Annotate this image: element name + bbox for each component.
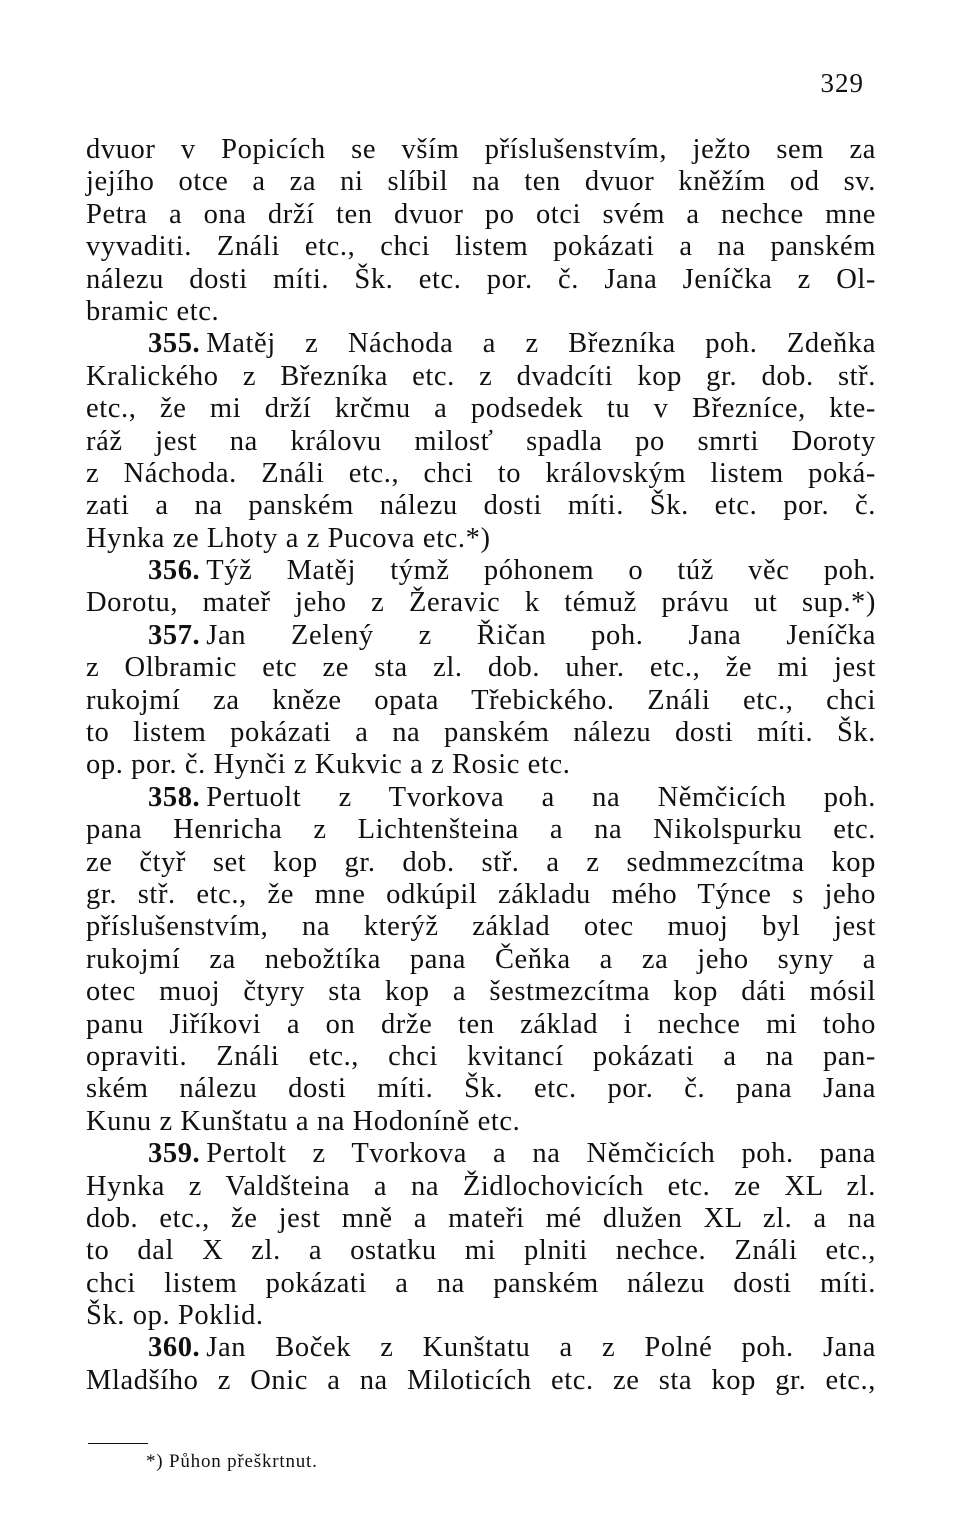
- page-number: 329: [820, 68, 864, 98]
- entry-356-first-line: [86, 555, 876, 587]
- entry-number: 358.: [148, 781, 201, 813]
- text-line: jejího otce a za ni slíbil na ten dvuor kněžím od sv.: [86, 166, 876, 198]
- entry-number: 359.: [148, 1138, 201, 1170]
- text-line: Dorotu, mateř jeho z Žeravic k témuž právu ut sup.*): [86, 587, 876, 619]
- entry-number: 356.: [148, 555, 201, 587]
- text-line: ském nálezu dosti míti. Šk. etc. por. č. pana Jana: [86, 1073, 876, 1105]
- text-line: opraviti. Ználi etc., chci kvitancí pokázati a na pan-: [86, 1040, 876, 1072]
- entry-text: Jan Zelený z Řičan poh. Jana Jeníčka: [206, 619, 876, 651]
- text-line: Mladšího z Onic a na Miloticích etc. ze sta kop gr. etc.,: [86, 1364, 876, 1396]
- text-line: bramic etc.: [86, 295, 220, 327]
- text-line: otec muoj čtyry sta kop a šestmezcítma kop dáti mósil: [86, 976, 876, 1008]
- text-line: příslušenstvím, na kterýž základ otec muoj byl jest: [86, 911, 876, 943]
- entry-text: Pertuolt z Tvorkova a na Němčicích poh.: [206, 781, 876, 813]
- text-line: Šk. op. Poklid.: [86, 1300, 264, 1332]
- entry-number: 360.: [148, 1332, 201, 1364]
- entry-text: Matěj z Náchoda a z Březníka poh. Zdeňka: [206, 328, 876, 360]
- entry-355-first-line: [86, 328, 876, 360]
- text-line: op. por. č. Hynči z Kukvic a z Rosic etc.: [86, 749, 571, 781]
- text-line: pana Henricha z Lichtenšteina a na Nikolspurku etc.: [86, 814, 876, 846]
- text-line: nálezu dosti míti. Šk. etc. por. č. Jana Jeníčka z Ol-: [86, 263, 876, 295]
- footnote-divider: [88, 1443, 148, 1444]
- text-line: Hynka ze Lhoty a z Pucova etc.*): [86, 522, 491, 554]
- text-line: z Náchoda. Ználi etc., chci to královským listem poká-: [86, 457, 876, 489]
- text-line: Kralického z Březníka etc. z dvadcíti kop gr. dob. stř.: [86, 360, 876, 392]
- text-line: rukojmí za nebožtíka pana Čeňka a za jeho syny a: [86, 943, 876, 975]
- entry-text: Jan Boček z Kunštatu a z Polné poh. Jana: [206, 1332, 876, 1364]
- text-line: Petra a ona drží ten dvuor po otci svém a nechce mne: [86, 198, 876, 230]
- entry-number: 355.: [148, 328, 201, 360]
- footnote: *) Půhon přeškrtnut.: [146, 1451, 318, 1472]
- text-line: z Olbramic etc ze sta zl. dob. uher. etc., že mi jest: [86, 652, 876, 684]
- text-line: zati a na panském nálezu dosti míti. Šk. etc. por. č.: [86, 490, 876, 522]
- text-line: panu Jiříkovi a on drže ten základ i nechce mi toho: [86, 1008, 876, 1040]
- text-line: chci listem pokázati a na panském nálezu dosti míti.: [86, 1267, 876, 1299]
- entry-358-first-line: [86, 782, 876, 814]
- text-line: dvuor v Popicích se vším příslušenstvím, ježto sem za: [86, 134, 876, 165]
- text-line: vyvaditi. Ználi etc., chci listem pokázati a na panském: [86, 231, 876, 263]
- text-line: Hynka z Valdšteina a na Židlochovicích etc. ze XL zl.: [86, 1170, 876, 1202]
- text-line: ráž jest na královu milosť spadla po smrti Doroty: [86, 425, 876, 457]
- entry-text: Týž Matěj týmž póhonem o túž věc poh.: [206, 555, 876, 587]
- text-line: to dal X zl. a ostatku mi plniti nechce. Ználi etc.,: [86, 1235, 876, 1267]
- page-body: [86, 134, 876, 1397]
- entry-357-first-line: [86, 620, 876, 652]
- text-line: etc., že mi drží krčmu a podsedek tu v Březníce, kte-: [86, 393, 876, 425]
- entry-number: 357.: [148, 619, 201, 651]
- text-line: to listem pokázati a na panském nálezu dosti míti. Šk.: [86, 717, 876, 749]
- entry-360-first-line: [86, 1332, 876, 1364]
- text-line: rukojmí za kněze opata Třebického. Ználi etc., chci: [86, 684, 876, 716]
- entry-359-first-line: [86, 1138, 876, 1170]
- entry-text: Pertolt z Tvorkova a na Němčicích poh. pana: [206, 1138, 876, 1170]
- text-line: dob. etc., že jest mně a mateři mé dlužen XL zl. a na: [86, 1202, 876, 1234]
- text-line: Kunu z Kunštatu a na Hodoníně etc.: [86, 1105, 521, 1137]
- text-line: gr. stř. etc., že mne odkúpil základu mého Týnce s jeho: [86, 878, 876, 910]
- text-line: ze čtyř set kop gr. dob. stř. a z sedmmezcítma kop: [86, 846, 876, 878]
